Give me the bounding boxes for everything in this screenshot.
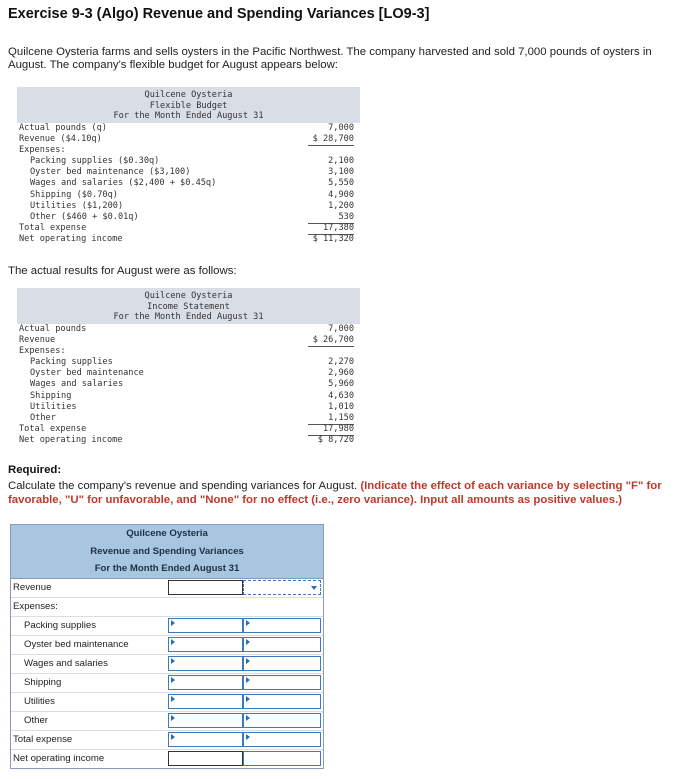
- row-value: 7,000: [328, 122, 354, 133]
- row-label: Wages and salaries: [24, 657, 108, 669]
- row-label: Wages and salaries ($2,400 + $0.45q): [30, 178, 217, 189]
- header-line: For the Month Ended August 31: [113, 312, 264, 322]
- table-row: [17, 346, 360, 357]
- row-label: Shipping: [24, 676, 62, 688]
- answer-row-net-operating-income: [11, 750, 323, 768]
- row-label: Packing supplies: [30, 357, 113, 368]
- other-variance-input[interactable]: [168, 713, 243, 728]
- row-value: 4,630: [328, 390, 354, 401]
- wages-variance-input[interactable]: [168, 656, 243, 671]
- row-label: Actual pounds (q): [19, 122, 107, 133]
- row-label: Net operating income: [19, 435, 123, 446]
- row-label: Utilities: [30, 401, 77, 412]
- marker-icon: [246, 696, 250, 702]
- flexible-budget-table: [17, 87, 360, 246]
- table-row: [17, 145, 360, 156]
- table-row: [17, 391, 360, 402]
- row-value: 2,270: [328, 357, 354, 368]
- row-value: 17,980: [308, 424, 354, 436]
- row-label: Revenue: [13, 581, 52, 593]
- answer-table-header: [11, 525, 323, 579]
- shipping-variance-input[interactable]: [168, 675, 243, 690]
- row-label: Wages and salaries: [30, 379, 124, 390]
- answer-row-packing: [11, 617, 323, 636]
- row-label: Other ($460 + $0.01q): [30, 212, 139, 222]
- answer-table: [10, 524, 324, 769]
- row-label: Expenses:: [19, 144, 66, 155]
- marker-icon: [246, 639, 250, 645]
- header-line: Flexible Budget: [149, 100, 228, 111]
- header-line: Income Statement: [147, 301, 230, 312]
- header-line: Revenue and Spending Variances: [90, 545, 244, 557]
- required-text: [8, 479, 680, 507]
- row-value: $ 8,720: [317, 435, 354, 446]
- revenue-effect-select[interactable]: [243, 580, 321, 595]
- wages-effect-select[interactable]: [243, 656, 321, 671]
- intro-text: Quilcene Oysteria farms and sells oysters in the Pacific Northwest. The company harvested and sold 7,000 pounds of oysters in August. The company's flexible budget for August appears below:: [8, 46, 652, 71]
- flexible-budget-header: [17, 87, 360, 123]
- marker-icon: [171, 715, 175, 721]
- row-value: 5,550: [328, 178, 354, 189]
- row-label: Actual pounds: [19, 323, 87, 334]
- packing-effect-select[interactable]: [243, 618, 321, 633]
- total-expense-variance-input[interactable]: [168, 732, 243, 747]
- header-line: Quilcene Oysteria: [144, 291, 233, 301]
- marker-icon: [171, 620, 175, 626]
- table-row: [17, 435, 360, 446]
- table-row: [17, 357, 360, 368]
- utilities-variance-input[interactable]: [168, 694, 243, 709]
- marker-icon: [171, 677, 175, 683]
- income-statement-header: [17, 288, 360, 324]
- answer-row-revenue: [11, 579, 323, 598]
- revenue-variance-input[interactable]: [168, 580, 243, 595]
- row-label: Packing supplies ($0.30q): [30, 156, 160, 167]
- row-label: Revenue: [19, 334, 56, 345]
- answer-row-total-expense: [11, 731, 323, 750]
- table-row: [17, 190, 360, 201]
- row-label: Oyster bed maintenance: [24, 638, 129, 650]
- answer-row-shipping: [11, 674, 323, 693]
- table-row: [17, 134, 360, 145]
- marker-icon: [246, 620, 250, 626]
- marker-icon: [171, 734, 175, 740]
- required-instruction: (Indicate the effect of each variance by selecting "F" for favorable, "U" for unfavorable, and "None" for no effect (i.e., zero variance). Input all amounts as positive values.): [8, 480, 662, 506]
- table-row: [17, 402, 360, 413]
- table-row: [17, 234, 360, 245]
- shipping-effect-select[interactable]: [243, 675, 321, 690]
- table-row: [17, 223, 360, 234]
- row-label: Revenue ($4.10q): [19, 133, 102, 144]
- row-label: Expenses:: [19, 345, 66, 356]
- chevron-down-icon: [311, 586, 317, 590]
- row-label: Total expense: [19, 223, 87, 234]
- answer-row-expenses: [11, 598, 323, 617]
- row-label: Utilities: [24, 695, 55, 707]
- total-expense-effect-select[interactable]: [243, 732, 321, 747]
- row-value: $ 11,320: [312, 234, 354, 245]
- row-value: 530: [308, 212, 354, 224]
- row-label: Shipping ($0.70q): [30, 189, 118, 200]
- other-effect-select[interactable]: [243, 713, 321, 728]
- marker-icon: [246, 677, 250, 683]
- table-row: [17, 335, 360, 346]
- row-value: 2,960: [328, 368, 354, 379]
- answer-row-oyster-bed: [11, 636, 323, 655]
- utilities-effect-select[interactable]: [243, 694, 321, 709]
- row-label: Shipping: [30, 390, 72, 401]
- noi-variance-input[interactable]: [168, 751, 243, 766]
- row-value: 7,000: [328, 323, 354, 334]
- table-row: [17, 368, 360, 379]
- marker-icon: [171, 658, 175, 664]
- row-value: 1,010: [328, 401, 354, 412]
- noi-effect-select[interactable]: [243, 751, 321, 766]
- row-label: Oyster bed maintenance: [30, 368, 144, 379]
- table-row: [17, 413, 360, 424]
- answer-row-other: [11, 712, 323, 731]
- header-line: For the Month Ended August 31: [113, 111, 264, 121]
- header-line: Quilcene Oysteria: [144, 90, 233, 100]
- row-value: 4,900: [328, 189, 354, 200]
- table-row: [17, 212, 360, 223]
- marker-icon: [171, 639, 175, 645]
- row-label: Other: [30, 413, 56, 423]
- table-row: [17, 201, 360, 212]
- row-value: 1,200: [328, 200, 354, 211]
- row-label: Oyster bed maintenance ($3,100): [30, 167, 191, 178]
- marker-icon: [246, 734, 250, 740]
- row-value: $ 26,700: [308, 335, 354, 347]
- row-value: 3,100: [328, 167, 354, 178]
- marker-icon: [246, 715, 250, 721]
- row-value: 1,150: [308, 413, 354, 425]
- row-value: $ 28,700: [308, 134, 354, 146]
- row-label: Net operating income: [19, 234, 123, 245]
- table-row: [17, 178, 360, 189]
- results-intro-text: The actual results for August were as follows:: [8, 265, 237, 277]
- row-value: 5,960: [328, 379, 354, 390]
- row-label: Total expense: [13, 733, 73, 745]
- header-line: Quilcene Oysteria: [126, 528, 208, 539]
- marker-icon: [246, 658, 250, 664]
- answer-row-utilities: [11, 693, 323, 712]
- packing-variance-input[interactable]: [168, 618, 243, 633]
- row-label: Net operating income: [13, 752, 105, 764]
- required-heading: Required:: [8, 464, 62, 476]
- row-label: Utilities ($1,200): [30, 200, 124, 211]
- table-row: [17, 167, 360, 178]
- table-row: [17, 379, 360, 390]
- page-title: Exercise 9-3 (Algo) Revenue and Spending Variances [LO9-3]: [8, 6, 430, 22]
- row-label: Total expense: [19, 424, 87, 435]
- oyster-bed-variance-input[interactable]: [168, 637, 243, 652]
- row-label: Packing supplies: [24, 619, 96, 631]
- row-label: Other: [24, 714, 48, 726]
- header-line: For the Month Ended August 31: [94, 563, 240, 574]
- row-value: 2,100: [328, 156, 354, 167]
- row-value: 17,380: [308, 223, 354, 235]
- required-prompt: Calculate the company's revenue and spending variances for August.: [8, 480, 361, 492]
- income-statement-table: [17, 288, 360, 447]
- answer-row-wages: [11, 655, 323, 674]
- table-row: [17, 324, 360, 335]
- table-row: [17, 156, 360, 167]
- table-row: [17, 123, 360, 134]
- marker-icon: [171, 696, 175, 702]
- oyster-bed-effect-select[interactable]: [243, 637, 321, 652]
- row-label: Expenses:: [13, 600, 58, 612]
- table-row: [17, 424, 360, 435]
